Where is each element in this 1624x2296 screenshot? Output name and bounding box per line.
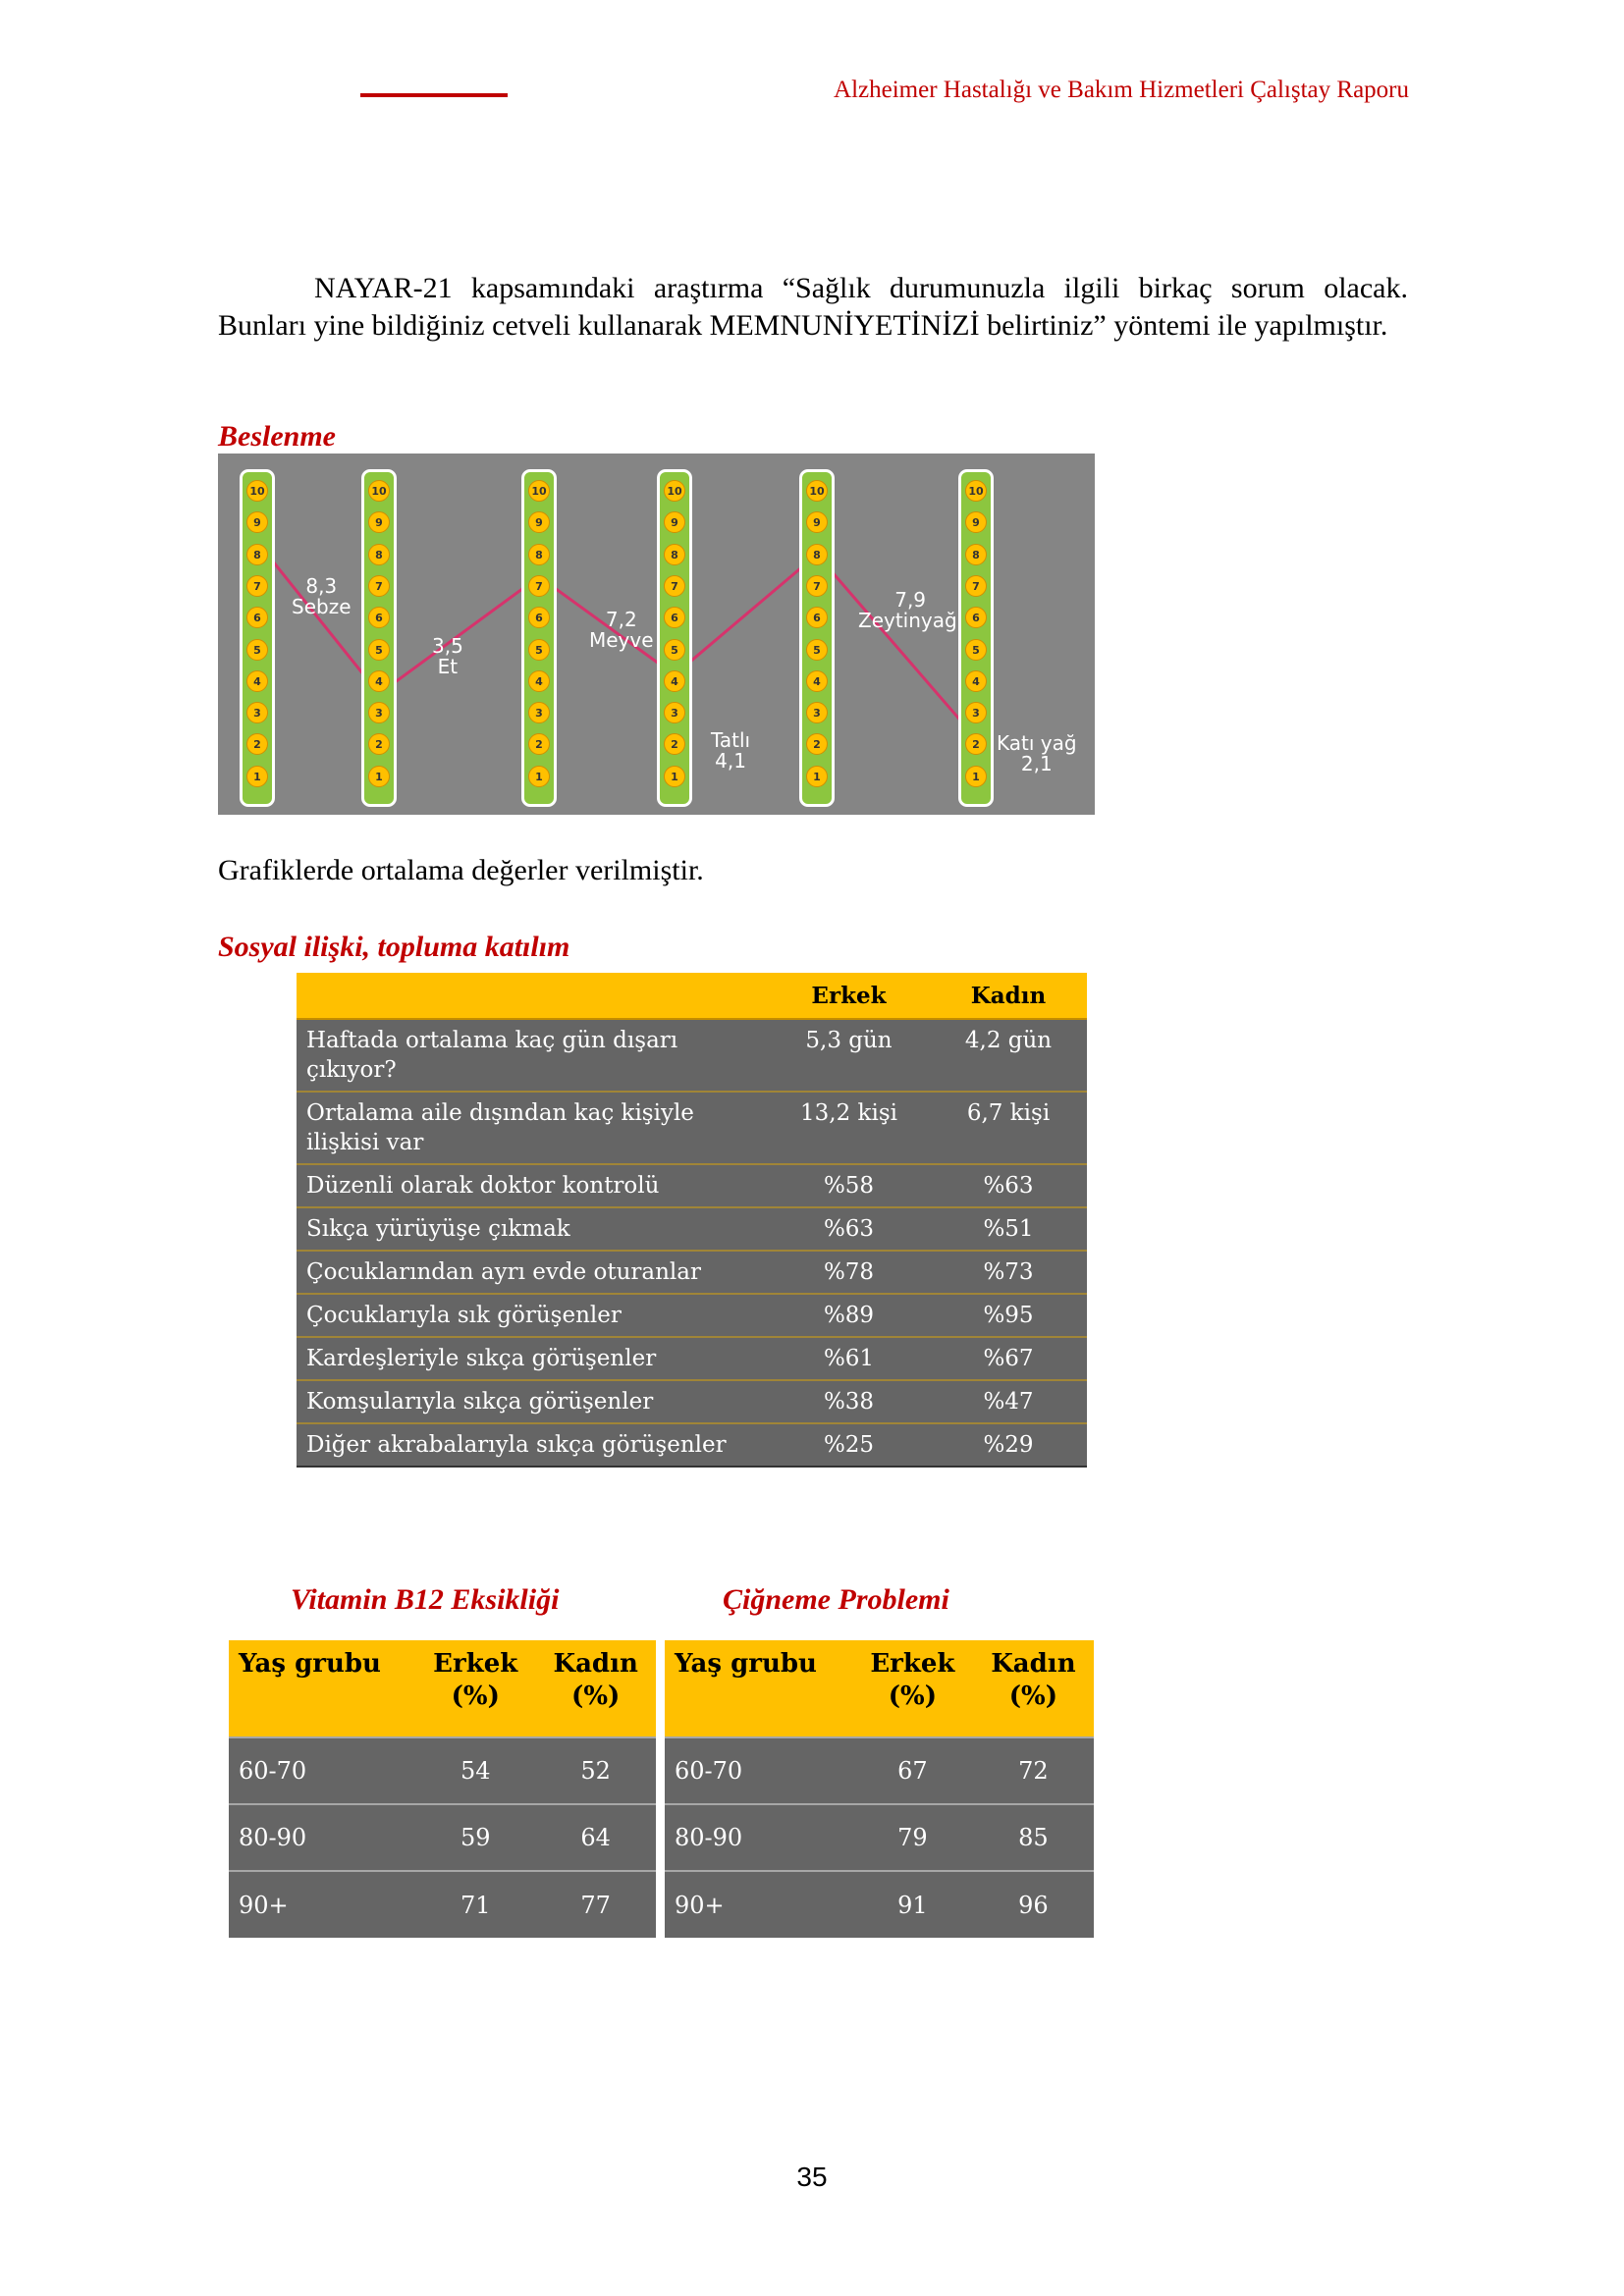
female-value: %51	[930, 1207, 1087, 1251]
slider-6	[958, 469, 994, 807]
male-value: 79	[852, 1804, 973, 1871]
scale-dot: 4	[664, 670, 685, 692]
data-label-5	[858, 590, 962, 631]
scale-dot: 5	[368, 639, 390, 661]
male-value: %61	[768, 1337, 930, 1380]
age-group: 80-90	[665, 1804, 852, 1871]
male-value: 5,3 gün	[768, 1019, 930, 1092]
b12-table	[229, 1640, 656, 1938]
scale-dot: 9	[528, 511, 550, 533]
table-row	[665, 1737, 1094, 1804]
table-row	[297, 1337, 1087, 1380]
scale-dot: 5	[246, 639, 268, 661]
scale-dot: 5	[806, 639, 828, 661]
female-value: 77	[535, 1871, 656, 1938]
scale-dot: 1	[806, 766, 828, 787]
scale-dot: 3	[806, 702, 828, 723]
male-value: %38	[768, 1380, 930, 1423]
value-label: 3,5	[432, 634, 463, 658]
nutrition-chart	[218, 454, 1095, 815]
scale-dot: 1	[246, 766, 268, 787]
slider-5	[799, 469, 835, 807]
column-header: Kadın (%)	[973, 1640, 1094, 1737]
row-label: Diğer akrabalarıyla sıkça görüşenler	[306, 1432, 727, 1458]
scale-dot: 7	[528, 575, 550, 597]
female-value: %63	[930, 1164, 1087, 1207]
female-value: 72	[973, 1737, 1094, 1804]
scale-dot: 8	[965, 544, 987, 565]
scale-dot: 8	[528, 544, 550, 565]
value-label: 7,9	[894, 588, 927, 612]
intro-text: NAYAR-21 kapsamındaki araştırma “Sağlık durumunuzla ilgili birkaç sorum olacak. Bunları yine bildiğiniz cetveli kullanarak MEMNUNİYETİNİZİ belirtiniz” yöntemi ile yapılmıştır.	[218, 272, 1408, 342]
scale-dot: 6	[528, 607, 550, 628]
scale-dot: 4	[368, 670, 390, 692]
female-value: 64	[535, 1804, 656, 1871]
value-label: 4,1	[715, 749, 746, 773]
scale-dot: 4	[246, 670, 268, 692]
scale-dot: 7	[246, 575, 268, 597]
scale-dot: 9	[965, 511, 987, 533]
scale-dot: 10	[664, 480, 685, 502]
row-label: Kardeşleriyle sıkça görüşenler	[297, 1337, 768, 1380]
scale-dot: 5	[965, 639, 987, 661]
male-value: 91	[852, 1871, 973, 1938]
section-nutrition: Beslenme	[218, 420, 336, 453]
table-row	[665, 1871, 1094, 1938]
row-label: Çocuklarıyla sık görüşenler	[297, 1294, 768, 1337]
scale-dot: 4	[528, 670, 550, 692]
scale-dot: 7	[806, 575, 828, 597]
table-row	[297, 1423, 1087, 1466]
scale-dot: 1	[368, 766, 390, 787]
scale-dot: 1	[528, 766, 550, 787]
scale-dot: 2	[246, 733, 268, 755]
column-header: Yaş grubu	[229, 1640, 415, 1737]
header-title: Alzheimer Hastalığı ve Bakım Hizmetleri Çalıştay Raporu	[834, 77, 1409, 103]
scale-dot: 2	[664, 733, 685, 755]
female-value: %47	[930, 1380, 1087, 1423]
category-label: Tatlı	[711, 728, 751, 752]
row-label: Haftada ortalama kaç gün dışarı çıkıyor?	[297, 1019, 768, 1092]
scale-dot: 3	[965, 702, 987, 723]
scale-dot: 10	[965, 480, 987, 502]
female-value: 52	[535, 1737, 656, 1804]
female-value: %67	[930, 1337, 1087, 1380]
age-group: 60-70	[665, 1737, 852, 1804]
data-label-3	[589, 610, 654, 651]
scale-dot: 2	[368, 733, 390, 755]
age-group: 90+	[665, 1871, 852, 1938]
scale-dot: 2	[965, 733, 987, 755]
table-row	[297, 1164, 1087, 1207]
social-header-female: Kadın	[930, 973, 1087, 1019]
social-header-empty	[297, 973, 768, 1019]
scale-dot: 6	[368, 607, 390, 628]
age-group: 80-90	[229, 1804, 415, 1871]
category-label: Sebze	[292, 595, 352, 618]
slider-1	[240, 469, 275, 807]
social-header-male: Erkek	[768, 973, 930, 1019]
scale-dot: 8	[368, 544, 390, 565]
scale-dot: 5	[664, 639, 685, 661]
male-value: 71	[415, 1871, 535, 1938]
data-label-4	[711, 730, 750, 772]
table-row	[297, 1207, 1087, 1251]
male-value: %58	[768, 1164, 930, 1207]
slider-4	[657, 469, 692, 807]
value-label: 7,2	[605, 608, 637, 631]
column-header: Kadın (%)	[535, 1640, 656, 1737]
scale-dot: 6	[806, 607, 828, 628]
scale-dot: 10	[246, 480, 268, 502]
male-value: %89	[768, 1294, 930, 1337]
chewing-table	[665, 1640, 1094, 1938]
female-value: %73	[930, 1251, 1087, 1294]
table-row	[297, 1380, 1087, 1423]
scale-dot: 8	[246, 544, 268, 565]
social-table	[297, 973, 1087, 1466]
value-label: 8,3	[305, 574, 338, 598]
column-header: Erkek (%)	[852, 1640, 973, 1737]
male-value: %25	[823, 1432, 875, 1458]
row-label: Sıkça yürüyüşe çıkmak	[297, 1207, 768, 1251]
data-label-2	[432, 636, 463, 677]
scale-dot: 3	[528, 702, 550, 723]
header-rule	[360, 93, 508, 97]
category-label: Et	[437, 655, 459, 678]
scale-dot: 6	[246, 607, 268, 628]
scale-dot: 5	[528, 639, 550, 661]
table-row	[229, 1737, 656, 1804]
table-row	[297, 1092, 1087, 1164]
section-b12: Vitamin B12 Eksikliği	[291, 1583, 560, 1616]
intro-paragraph	[218, 270, 1408, 345]
data-label-1	[292, 576, 352, 617]
data-label-6	[997, 733, 1077, 774]
scale-dot: 7	[368, 575, 390, 597]
female-value: 96	[973, 1871, 1094, 1938]
female-value: 4,2 gün	[930, 1019, 1087, 1092]
scale-dot: 8	[806, 544, 828, 565]
male-value: 13,2 kişi	[768, 1092, 930, 1164]
male-value: %63	[768, 1207, 930, 1251]
scale-dot: 7	[965, 575, 987, 597]
scale-dot: 7	[664, 575, 685, 597]
scale-dot: 8	[664, 544, 685, 565]
column-header: Erkek (%)	[415, 1640, 535, 1737]
scale-dot: 2	[528, 733, 550, 755]
category-label: Zeytinyağı	[858, 609, 963, 632]
scale-dot: 3	[664, 702, 685, 723]
category-label: Meyve	[589, 628, 654, 652]
female-value: 6,7 kişi	[930, 1092, 1087, 1164]
table-row	[665, 1804, 1094, 1871]
row-label: Düzenli olarak doktor kontrolü	[297, 1164, 768, 1207]
page-number: 35	[796, 2162, 828, 2192]
table-row	[229, 1871, 656, 1938]
slider-2	[361, 469, 397, 807]
scale-dot: 10	[368, 480, 390, 502]
scale-dot: 10	[806, 480, 828, 502]
value-label: 2,1	[1020, 752, 1053, 775]
scale-dot: 3	[246, 702, 268, 723]
scale-dot: 9	[664, 511, 685, 533]
age-group: 90+	[229, 1871, 415, 1938]
male-value: %78	[768, 1251, 930, 1294]
scale-dot: 10	[528, 480, 550, 502]
row-label: Komşularıyla sıkça görüşenler	[297, 1380, 768, 1423]
table-row	[229, 1804, 656, 1871]
scale-dot: 9	[368, 511, 390, 533]
scale-dot: 3	[368, 702, 390, 723]
scale-dot: 6	[664, 607, 685, 628]
section-social: Sosyal ilişki, topluma katılım	[218, 931, 570, 963]
scale-dot: 1	[965, 766, 987, 787]
scale-dot: 4	[965, 670, 987, 692]
scale-dot: 1	[664, 766, 685, 787]
scale-dot: 9	[246, 511, 268, 533]
column-header: Yaş grubu	[665, 1640, 852, 1737]
scale-dot: 4	[806, 670, 828, 692]
table-row	[297, 1294, 1087, 1337]
table-row	[297, 1019, 1087, 1092]
section-chewing: Çiğneme Problemi	[723, 1583, 949, 1616]
age-group: 60-70	[229, 1737, 415, 1804]
scale-dot: 2	[806, 733, 828, 755]
male-value: 67	[852, 1737, 973, 1804]
scale-dot: 6	[965, 607, 987, 628]
scale-dot: 9	[806, 511, 828, 533]
female-value: 85	[973, 1804, 1094, 1871]
category-label: Katı yağ	[997, 731, 1077, 755]
slider-3	[521, 469, 557, 807]
female-value: %29	[983, 1432, 1034, 1458]
row-label: Ortalama aile dışından kaç kişiyle ilişkisi var	[297, 1092, 768, 1164]
row-label: Çocuklarından ayrı evde oturanlar	[297, 1251, 768, 1294]
female-value: %95	[930, 1294, 1087, 1337]
table-row	[297, 1251, 1087, 1294]
male-value: 54	[415, 1737, 535, 1804]
chart-note: Grafiklerde ortalama değerler verilmiştir.	[218, 854, 704, 886]
male-value: 59	[415, 1804, 535, 1871]
